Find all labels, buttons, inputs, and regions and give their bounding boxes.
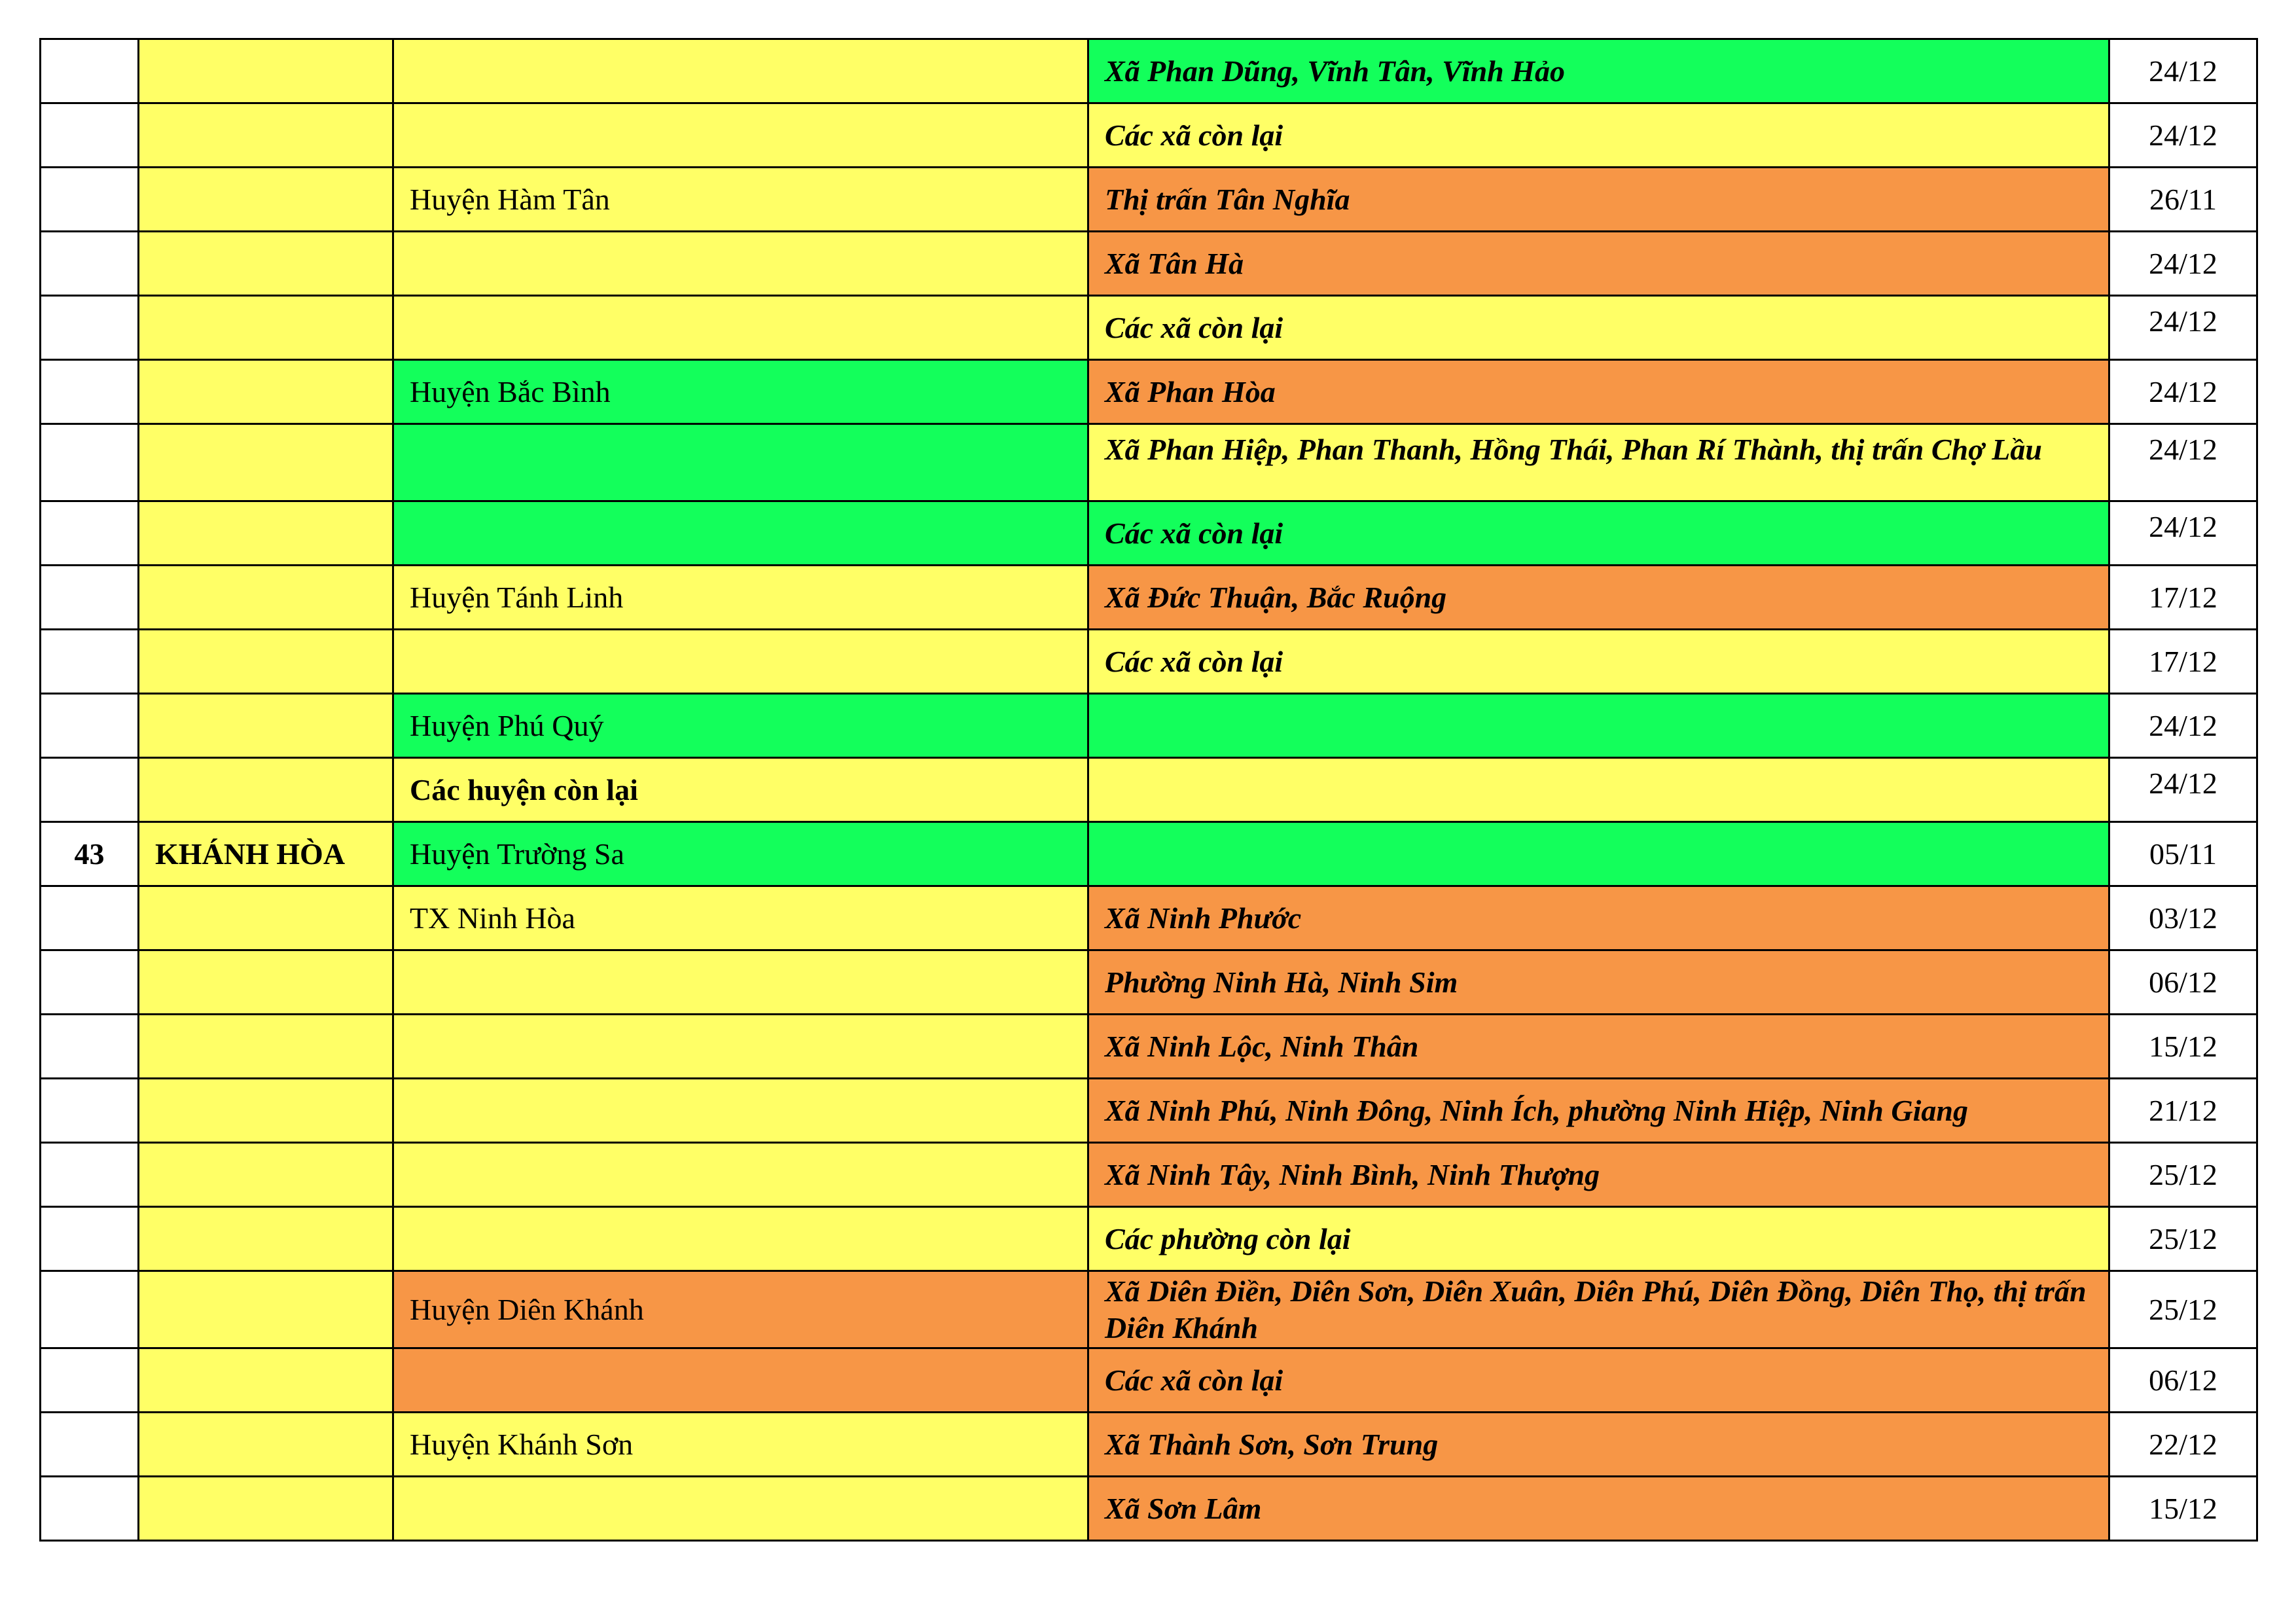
date-cell: 25/12	[2109, 1271, 2257, 1348]
table-row	[41, 1143, 2257, 1207]
stt-cell	[41, 886, 139, 950]
province-cell	[139, 630, 393, 694]
date-cell: 24/12	[2109, 424, 2257, 501]
stt-cell	[41, 694, 139, 758]
stt-cell	[41, 360, 139, 424]
commune-cell: Xã Phan Hiệp, Phan Thanh, Hồng Thái, Phan Rí Thành, thị trấn Chợ Lầu	[1088, 424, 2109, 501]
table-row	[41, 694, 2257, 758]
commune-cell: Các xã còn lại	[1088, 103, 2109, 168]
stt-cell	[41, 1348, 139, 1413]
stt-cell	[41, 1079, 139, 1143]
province-cell	[139, 168, 393, 232]
stt-cell	[41, 424, 139, 501]
commune-cell: Các phường còn lại	[1088, 1207, 2109, 1271]
district-cell	[393, 1143, 1088, 1207]
district-cell	[393, 1348, 1088, 1413]
province-cell	[139, 39, 393, 103]
date-cell: 25/12	[2109, 1143, 2257, 1207]
date-cell: 24/12	[2109, 296, 2257, 360]
province-cell	[139, 501, 393, 566]
table-row	[41, 1477, 2257, 1541]
date-cell: 15/12	[2109, 1015, 2257, 1079]
district-cell	[393, 501, 1088, 566]
date-cell: 24/12	[2109, 360, 2257, 424]
district-cell	[393, 103, 1088, 168]
date-cell: 06/12	[2109, 1348, 2257, 1413]
table-row	[41, 1413, 2257, 1477]
stt-cell	[41, 296, 139, 360]
district-cell: TX Ninh Hòa	[393, 886, 1088, 950]
date-cell: 17/12	[2109, 630, 2257, 694]
stt-cell	[41, 168, 139, 232]
district-cell: Huyện Trường Sa	[393, 822, 1088, 886]
commune-cell: Xã Sơn Lâm	[1088, 1477, 2109, 1541]
district-cell: Huyện Phú Quý	[393, 694, 1088, 758]
stt-cell	[41, 758, 139, 822]
date-cell: 15/12	[2109, 1477, 2257, 1541]
commune-cell: Các xã còn lại	[1088, 1348, 2109, 1413]
table-row	[41, 360, 2257, 424]
table-row	[41, 566, 2257, 630]
province-cell	[139, 1207, 393, 1271]
district-cell	[393, 232, 1088, 296]
date-cell: 24/12	[2109, 232, 2257, 296]
commune-cell: Các xã còn lại	[1088, 501, 2109, 566]
table-row	[41, 758, 2257, 822]
table-row	[41, 1271, 2257, 1348]
table-row	[41, 886, 2257, 950]
table-row	[41, 1015, 2257, 1079]
district-cell	[393, 296, 1088, 360]
commune-cell: Các xã còn lại	[1088, 630, 2109, 694]
commune-cell: Xã Ninh Tây, Ninh Bình, Ninh Thượng	[1088, 1143, 2109, 1207]
district-cell: Huyện Tánh Linh	[393, 566, 1088, 630]
commune-cell: Xã Thành Sơn, Sơn Trung	[1088, 1413, 2109, 1477]
date-cell: 24/12	[2109, 103, 2257, 168]
district-cell: Huyện Diên Khánh	[393, 1271, 1088, 1348]
commune-cell	[1088, 822, 2109, 886]
stt-cell: 43	[41, 822, 139, 886]
province-cell	[139, 694, 393, 758]
province-cell	[139, 424, 393, 501]
district-cell: Huyện Hàm Tân	[393, 168, 1088, 232]
district-cell	[393, 1477, 1088, 1541]
stt-cell	[41, 39, 139, 103]
district-cell	[393, 39, 1088, 103]
commune-cell: Xã Ninh Lộc, Ninh Thân	[1088, 1015, 2109, 1079]
district-cell: Huyện Khánh Sơn	[393, 1413, 1088, 1477]
province-cell	[139, 1348, 393, 1413]
province-cell	[139, 886, 393, 950]
table-row	[41, 296, 2257, 360]
stt-cell	[41, 1015, 139, 1079]
province-cell	[139, 566, 393, 630]
table-row	[41, 424, 2257, 501]
stt-cell	[41, 501, 139, 566]
province-cell	[139, 232, 393, 296]
province-cell	[139, 360, 393, 424]
date-cell: 06/12	[2109, 950, 2257, 1015]
stt-cell	[41, 103, 139, 168]
province-cell	[139, 1015, 393, 1079]
stt-cell	[41, 566, 139, 630]
date-cell: 05/11	[2109, 822, 2257, 886]
commune-cell	[1088, 694, 2109, 758]
date-cell: 24/12	[2109, 501, 2257, 566]
date-cell: 25/12	[2109, 1207, 2257, 1271]
commune-cell: Xã Phan Hòa	[1088, 360, 2109, 424]
table-row	[41, 1207, 2257, 1271]
date-cell: 22/12	[2109, 1413, 2257, 1477]
table-row	[41, 1348, 2257, 1413]
district-cell	[393, 1207, 1088, 1271]
table-row	[41, 822, 2257, 886]
stt-cell	[41, 630, 139, 694]
district-cell: Các huyện còn lại	[393, 758, 1088, 822]
date-cell: 03/12	[2109, 886, 2257, 950]
province-cell	[139, 1413, 393, 1477]
commune-cell: Xã Đức Thuận, Bắc Ruộng	[1088, 566, 2109, 630]
commune-cell: Xã Ninh Phú, Ninh Đông, Ninh Ích, phường Ninh Hiệp, Ninh Giang	[1088, 1079, 2109, 1143]
stt-cell	[41, 1413, 139, 1477]
stt-cell	[41, 232, 139, 296]
stt-cell	[41, 1143, 139, 1207]
province-cell: KHÁNH HÒA	[139, 822, 393, 886]
district-cell	[393, 630, 1088, 694]
date-cell: 26/11	[2109, 168, 2257, 232]
province-cell	[139, 758, 393, 822]
province-cell	[139, 1477, 393, 1541]
district-cell	[393, 424, 1088, 501]
district-cell	[393, 1079, 1088, 1143]
schedule-table	[39, 38, 2258, 1542]
commune-cell	[1088, 758, 2109, 822]
stt-cell	[41, 1271, 139, 1348]
table-row	[41, 950, 2257, 1015]
province-cell	[139, 296, 393, 360]
table-row	[41, 232, 2257, 296]
date-cell: 24/12	[2109, 694, 2257, 758]
date-cell: 24/12	[2109, 758, 2257, 822]
table-row	[41, 39, 2257, 103]
commune-cell: Phường Ninh Hà, Ninh Sim	[1088, 950, 2109, 1015]
stt-cell	[41, 1477, 139, 1541]
table-row	[41, 103, 2257, 168]
province-cell	[139, 950, 393, 1015]
table-row	[41, 501, 2257, 566]
commune-cell: Xã Tân Hà	[1088, 232, 2109, 296]
district-cell: Huyện Bắc Bình	[393, 360, 1088, 424]
date-cell: 21/12	[2109, 1079, 2257, 1143]
province-cell	[139, 1079, 393, 1143]
province-cell	[139, 1271, 393, 1348]
commune-cell: Các xã còn lại	[1088, 296, 2109, 360]
commune-cell: Xã Ninh Phước	[1088, 886, 2109, 950]
table-row	[41, 1079, 2257, 1143]
date-cell: 17/12	[2109, 566, 2257, 630]
stt-cell	[41, 1207, 139, 1271]
table-row	[41, 630, 2257, 694]
date-cell: 24/12	[2109, 39, 2257, 103]
district-cell	[393, 1015, 1088, 1079]
province-cell	[139, 103, 393, 168]
table-row	[41, 168, 2257, 232]
stt-cell	[41, 950, 139, 1015]
commune-cell: Thị trấn Tân Nghĩa	[1088, 168, 2109, 232]
province-cell	[139, 1143, 393, 1207]
commune-cell: Xã Diên Điền, Diên Sơn, Diên Xuân, Diên Phú, Diên Đồng, Diên Thọ, thị trấn Diên Khánh	[1088, 1271, 2109, 1348]
commune-cell: Xã Phan Dũng, Vĩnh Tân, Vĩnh Hảo	[1088, 39, 2109, 103]
district-cell	[393, 950, 1088, 1015]
